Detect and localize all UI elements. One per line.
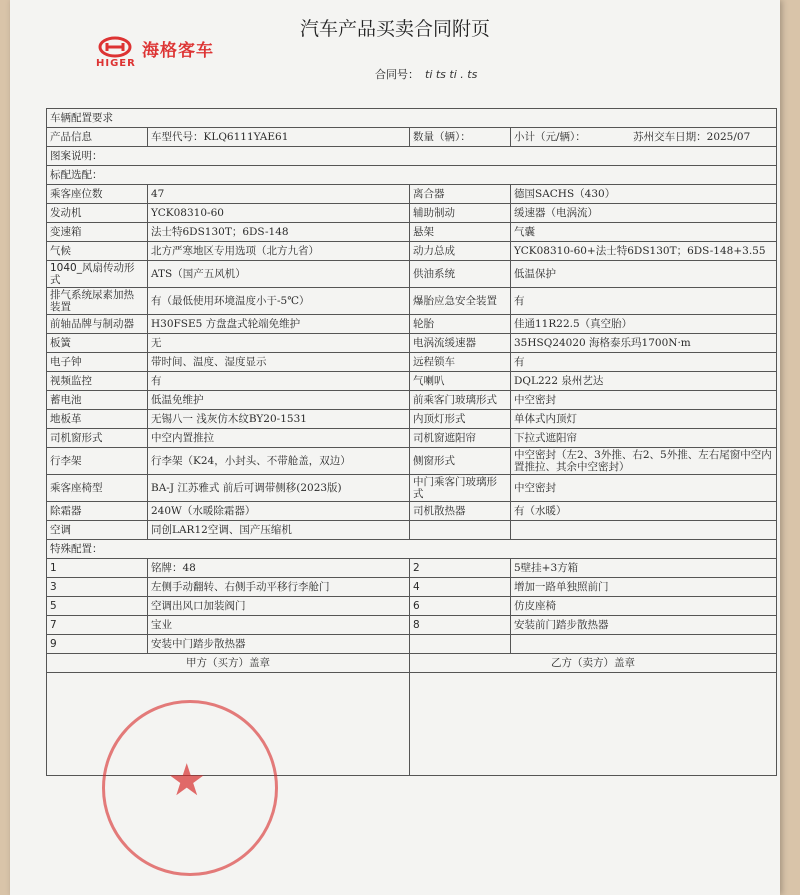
- config-key: 除霜器: [47, 502, 148, 521]
- config-value: 中空内置推拉: [148, 429, 410, 448]
- special-value: 仿皮座椅: [511, 597, 777, 616]
- config-value: 中空密封: [511, 391, 777, 410]
- special-value: 安装中门踏步散热器: [148, 635, 410, 654]
- special-index: 1: [47, 559, 148, 578]
- config-key: 前乘客门玻璃形式: [410, 391, 511, 410]
- config-value: 有: [148, 372, 410, 391]
- scheme-note: 图案说明：: [47, 147, 777, 166]
- star-icon: ★: [167, 755, 207, 806]
- config-value: YCK08310-60: [148, 204, 410, 223]
- config-key: 轮胎: [410, 315, 511, 334]
- section-header: 车辆配置要求: [47, 109, 777, 128]
- config-table: [46, 108, 777, 776]
- config-key: 板簧: [47, 334, 148, 353]
- config-key: 爆胎应急安全装置: [410, 288, 511, 315]
- config-key: 乘客座位数: [47, 185, 148, 204]
- config-key: 变速箱: [47, 223, 148, 242]
- config-value: H30FSE5 方盘盘式轮端免维护: [148, 315, 410, 334]
- config-key: 动力总成: [410, 242, 511, 261]
- config-row: [47, 372, 777, 391]
- config-key: 气候: [47, 242, 148, 261]
- config-value: 有: [511, 353, 777, 372]
- config-key: 电子钟: [47, 353, 148, 372]
- product-model: 车型代号：KLQ6111YAE61: [148, 128, 410, 147]
- special-value: 铭牌：48: [148, 559, 410, 578]
- config-key: 气喇叭: [410, 372, 511, 391]
- config-value: 单体式内顶灯: [511, 410, 777, 429]
- config-value: 低温免维护: [148, 391, 410, 410]
- product-subtotal: 小计（元/辆）：: [514, 131, 586, 143]
- contract-number-label: 合同号：: [375, 68, 419, 81]
- delivery-date: 苏州交车日期：2025/07: [633, 131, 751, 143]
- special-index: 6: [410, 597, 511, 616]
- seller-seal-area: [410, 673, 777, 776]
- config-value: 气囊: [511, 223, 777, 242]
- config-value: 35HSQ24020 海格泰乐玛1700N·m: [511, 334, 777, 353]
- special-index: 2: [410, 559, 511, 578]
- config-row: [47, 475, 777, 502]
- config-key: 离合器: [410, 185, 511, 204]
- brand-en: HIGER: [96, 58, 136, 69]
- special-row: [47, 597, 777, 616]
- product-subtotal-delivery: [511, 128, 777, 147]
- config-key: 1040_风扇传动形式: [47, 261, 148, 288]
- special-index: 4: [410, 578, 511, 597]
- contract-number-value: ti ts ti . ts: [425, 68, 478, 81]
- config-row: [47, 261, 777, 288]
- special-index: 5: [47, 597, 148, 616]
- config-key: 侧窗形式: [410, 448, 511, 475]
- config-value: 德国SACHS（430）: [511, 185, 777, 204]
- special-index: 3: [47, 578, 148, 597]
- config-row: [47, 521, 777, 540]
- standard-options-header: 标配选配：: [47, 166, 777, 185]
- config-value: 无: [148, 334, 410, 353]
- config-key: 视频监控: [47, 372, 148, 391]
- product-qty: 数量（辆）：: [410, 128, 511, 147]
- config-row: [47, 288, 777, 315]
- config-row: [47, 315, 777, 334]
- config-key: 供油系统: [410, 261, 511, 288]
- config-value: 中空密封（左2、3外推、右2、5外推、左右尾窗中空内置推拉、其余中空密封）: [511, 448, 777, 475]
- config-row: [47, 353, 777, 372]
- config-value: YCK08310-60+法士特6DS130T；6DS-148+3.55: [511, 242, 777, 261]
- special-row: [47, 635, 777, 654]
- config-value: 有: [511, 288, 777, 315]
- config-value: [511, 521, 777, 540]
- config-key: 乘客座椅型: [47, 475, 148, 502]
- config-value: BA-J 江苏雅式 前后可调带侧移(2023版): [148, 475, 410, 502]
- special-value: 空调出风口加装阀门: [148, 597, 410, 616]
- config-value: ATS（国产五风机）: [148, 261, 410, 288]
- config-value: 中空密封: [511, 475, 777, 502]
- special-value: 5壁挂+3方箱: [511, 559, 777, 578]
- config-value: 带时间、温度、湿度显示: [148, 353, 410, 372]
- config-key: 行李架: [47, 448, 148, 475]
- config-key: 内顶灯形式: [410, 410, 511, 429]
- config-key: 司机窗遮阳帘: [410, 429, 511, 448]
- config-value: 有（最低使用环境温度小于-5℃）: [148, 288, 410, 315]
- config-row: [47, 242, 777, 261]
- config-row: [47, 448, 777, 475]
- special-index: 7: [47, 616, 148, 635]
- config-value: 47: [148, 185, 410, 204]
- special-value: 左侧手动翻转、右侧手动平移行李舱门: [148, 578, 410, 597]
- config-row: [47, 334, 777, 353]
- config-key: 辅助制动: [410, 204, 511, 223]
- config-table-body: [47, 109, 777, 776]
- buyer-seal: 甲方（买方）盖章: [47, 654, 410, 673]
- config-key: 远程锁车: [410, 353, 511, 372]
- config-value: 有（水暖）: [511, 502, 777, 521]
- special-value: 安装前门踏步散热器: [511, 616, 777, 635]
- config-value: 行李架（K24，小封头、不带舱盖，双边）: [148, 448, 410, 475]
- config-row: [47, 429, 777, 448]
- brand-logo: [96, 36, 226, 76]
- config-key: 电涡流缓速器: [410, 334, 511, 353]
- special-config-header: 特殊配置：: [47, 540, 777, 559]
- config-key: 蓄电池: [47, 391, 148, 410]
- signature-row: [47, 654, 777, 673]
- special-value: 宝业: [148, 616, 410, 635]
- config-key: 发动机: [47, 204, 148, 223]
- brand-cn: 海格客车: [142, 41, 214, 61]
- config-key: 前轴品牌与制动器: [47, 315, 148, 334]
- config-value: 北方严寒地区专用选项（北方九省）: [148, 242, 410, 261]
- config-key: 中门乘客门玻璃形式: [410, 475, 511, 502]
- contract-number: [375, 66, 477, 82]
- config-row: [47, 204, 777, 223]
- special-index: 9: [47, 635, 148, 654]
- contract-page: [10, 0, 780, 895]
- config-key: 司机散热器: [410, 502, 511, 521]
- special-index: [410, 635, 511, 654]
- config-value: 下拉式遮阳帘: [511, 429, 777, 448]
- config-value: 佳通11R22.5（真空胎）: [511, 315, 777, 334]
- config-key: [410, 521, 511, 540]
- special-value: [511, 635, 777, 654]
- config-row: [47, 502, 777, 521]
- special-row: [47, 578, 777, 597]
- special-row: [47, 559, 777, 578]
- config-key: 地板革: [47, 410, 148, 429]
- product-info-label: 产品信息: [47, 128, 148, 147]
- config-value: 同创LAR12空调、国产压缩机: [148, 521, 410, 540]
- config-value: 缓速器（电涡流）: [511, 204, 777, 223]
- config-key: 司机窗形式: [47, 429, 148, 448]
- config-row: [47, 391, 777, 410]
- special-value: 增加一路单独照前门: [511, 578, 777, 597]
- special-index: 8: [410, 616, 511, 635]
- config-row: [47, 185, 777, 204]
- config-value: DQL222 泉州艺达: [511, 372, 777, 391]
- config-key: 悬架: [410, 223, 511, 242]
- config-key: 空调: [47, 521, 148, 540]
- config-value: 无锡八一 浅灰仿木纹BY20-1531: [148, 410, 410, 429]
- config-value: 低温保护: [511, 261, 777, 288]
- config-row: [47, 410, 777, 429]
- seller-seal: 乙方（卖方）盖章: [410, 654, 777, 673]
- config-value: 240W（水暖除霜器）: [148, 502, 410, 521]
- config-value: 法士特6DS130T；6DS-148: [148, 223, 410, 242]
- config-key: 排气系统尿素加热装置: [47, 288, 148, 315]
- page-title: 汽车产品买卖合同附页: [299, 18, 490, 40]
- special-row: [47, 616, 777, 635]
- config-row: [47, 223, 777, 242]
- company-seal: [102, 700, 278, 876]
